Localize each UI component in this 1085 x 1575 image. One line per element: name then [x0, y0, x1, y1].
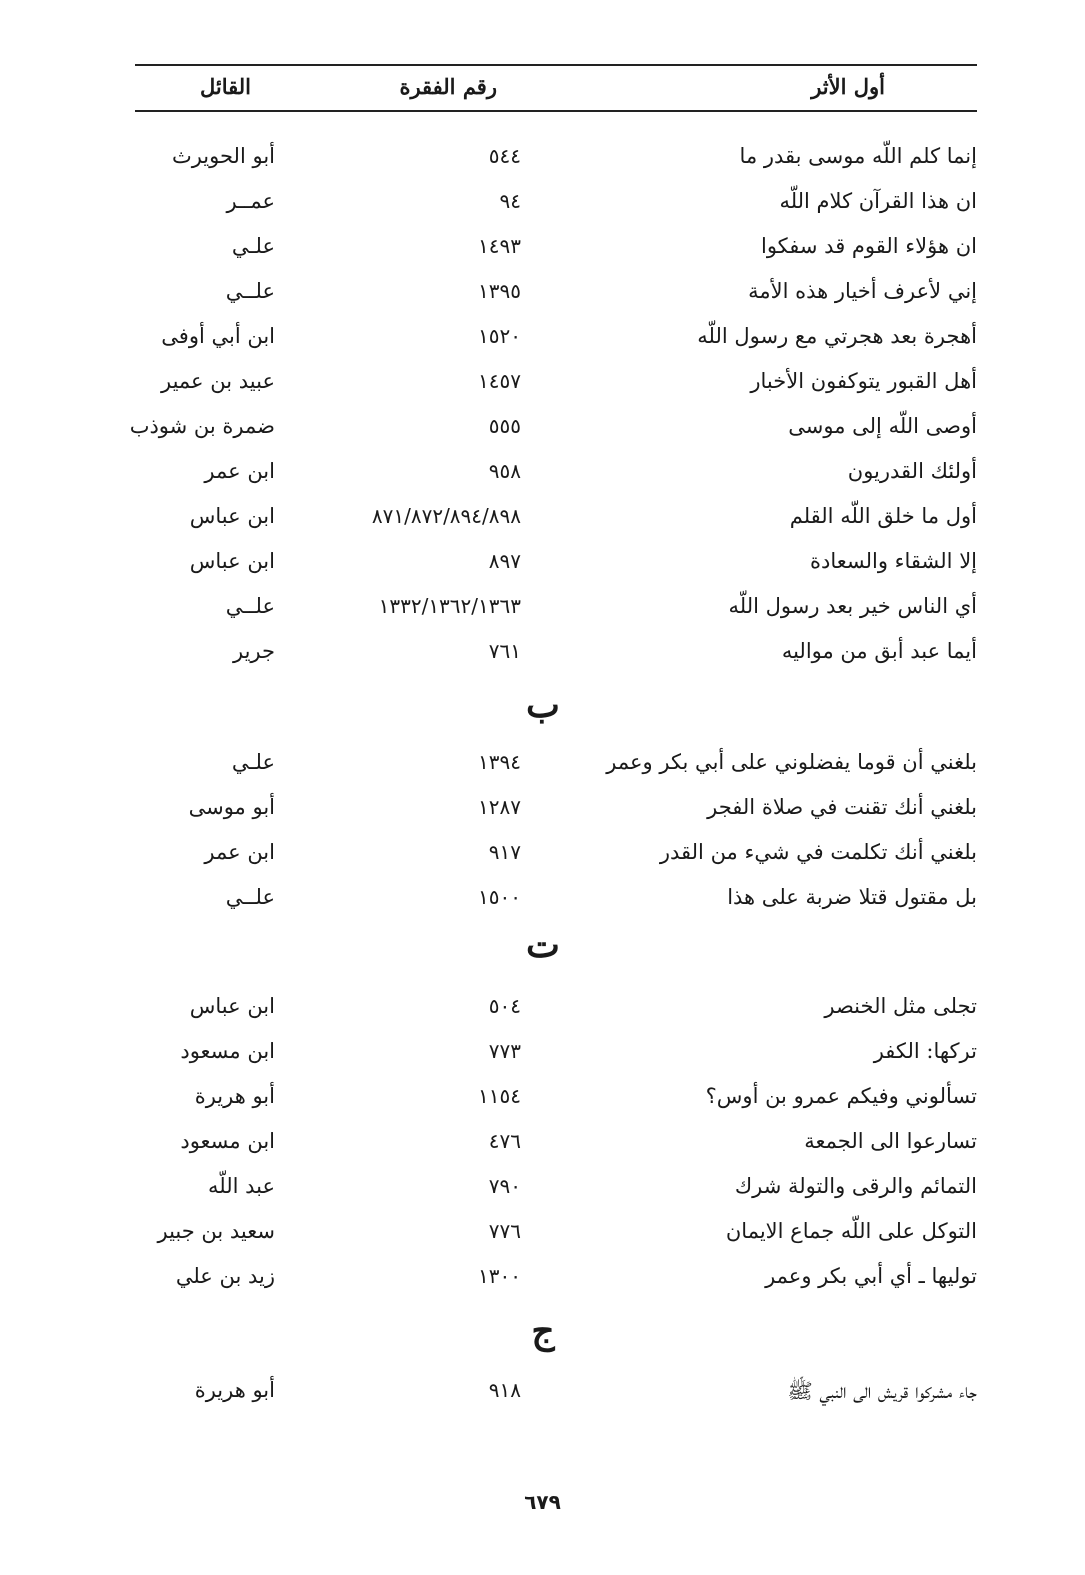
- list-item: [135, 586, 977, 631]
- header-first-text: أول الأثر: [811, 74, 885, 99]
- row-speaker: ابن عمر: [204, 459, 275, 483]
- row-text: أوصى اللّه إلى موسى: [788, 414, 977, 438]
- list-item: [135, 631, 977, 676]
- list-item: [135, 1256, 977, 1301]
- list-item: [135, 1166, 977, 1211]
- row-speaker: عبد اللّه: [207, 1174, 275, 1198]
- list-item: [135, 316, 977, 361]
- index-page: [129, 64, 977, 1484]
- list-item: [135, 1370, 977, 1415]
- row-text: إلا الشقاء والسعادة: [809, 549, 977, 573]
- row-text: تسارعوا الى الجمعة: [804, 1129, 977, 1153]
- row-text: إني لأعرف أخيار هذه الأمة: [748, 279, 977, 303]
- row-text: أهجرة بعد هجرتي مع رسول اللّه: [697, 324, 977, 348]
- section-letter-ta: ت: [526, 924, 560, 966]
- section-ta: [135, 986, 977, 1301]
- row-number: ٥٠٤: [488, 994, 521, 1018]
- row-text: ان هذا القرآن كلام اللّه: [779, 189, 977, 213]
- row-speaker: علـي: [231, 234, 275, 258]
- row-speaker: ضمرة بن شوذب: [129, 414, 275, 438]
- row-number: ٧٩٠: [488, 1174, 521, 1198]
- row-speaker: ابن عباس: [189, 549, 275, 573]
- row-text: أيما عبد أبق من مواليه: [781, 639, 977, 663]
- row-text: التوكل على اللّه جماع الايمان: [725, 1219, 977, 1243]
- row-text: تركها: الكفر: [873, 1039, 977, 1063]
- row-speaker: ابن عباس: [189, 504, 275, 528]
- list-item: [135, 1076, 977, 1121]
- row-number: ٥٤٤: [488, 144, 521, 168]
- row-number: ٥٥٥: [488, 414, 521, 438]
- page-number: ٦٧٩: [524, 1490, 561, 1514]
- row-speaker: علــي: [225, 594, 275, 618]
- list-item: [135, 271, 977, 316]
- row-speaker: علـي: [231, 750, 275, 774]
- row-number: ٩٤: [499, 189, 521, 213]
- section-letter-ba: ب: [526, 684, 560, 726]
- row-text: التمائم والرقى والتولة شرك: [734, 1174, 977, 1198]
- row-speaker: علــي: [225, 279, 275, 303]
- row-text: بلغني أن قوما يفضلوني على أبي بكر وعمر: [606, 750, 977, 774]
- row-speaker: ابن مسعود: [180, 1129, 275, 1153]
- row-number: ٧٧٣: [488, 1039, 521, 1063]
- list-item: [135, 787, 977, 832]
- row-text: إنما كلم اللّه موسى بقدر ما: [739, 144, 977, 168]
- row-speaker: ابن عباس: [189, 994, 275, 1018]
- list-item: [135, 226, 977, 271]
- row-number: ١٤٥٧: [478, 369, 521, 393]
- section-jim: [135, 1370, 977, 1415]
- row-number: ١٥٠٠: [478, 885, 521, 909]
- row-text: تجلى مثل الخنصر: [824, 994, 977, 1018]
- row-speaker: أبو الحويرث: [171, 144, 275, 168]
- header-speaker: القائل: [199, 74, 251, 99]
- table-header: [135, 68, 977, 108]
- row-number: ٩١٧: [488, 840, 521, 864]
- top-rule: [135, 64, 977, 66]
- row-speaker: عمــر: [226, 189, 275, 213]
- row-number: ١١٥٤: [478, 1084, 521, 1108]
- row-number: ١٤٩٣: [478, 234, 521, 258]
- row-speaker: أبو هريرة: [194, 1084, 275, 1108]
- section-alif: [129, 136, 977, 676]
- list-item: [135, 496, 977, 541]
- section-ba: [135, 742, 977, 922]
- row-text: أي الناس خير بعد رسول اللّه: [728, 594, 977, 618]
- row-text: أهل القبور يتوكفون الأخبار: [750, 369, 977, 393]
- header-paragraph-number: رقم الفقرة: [399, 74, 497, 99]
- row-text: ان هؤلاء القوم قد سفكوا: [761, 234, 977, 258]
- list-item: [135, 181, 977, 226]
- row-number: ٩٥٨: [488, 459, 521, 483]
- row-text: بلغني أنك تكلمت في شيء من القدر: [659, 840, 977, 864]
- row-number: ٨٧١/٨٧٢/٨٩٤/٨٩٨: [371, 504, 521, 528]
- list-item: [135, 136, 977, 181]
- row-speaker: ابن أبي أوفى: [161, 324, 275, 348]
- row-text: بل مقتول قتلا ضربة على هذا: [727, 885, 977, 909]
- list-item: [135, 742, 977, 787]
- row-number: ١٥٢٠: [478, 324, 521, 348]
- row-speaker: أبو موسى: [188, 795, 275, 819]
- list-item: [135, 986, 977, 1031]
- row-speaker: سعيد بن جبير: [157, 1219, 275, 1243]
- list-item: [135, 1121, 977, 1166]
- list-item: [135, 877, 977, 922]
- row-text: تسألوني وفيكم عمرو بن أوس؟: [705, 1084, 977, 1108]
- row-speaker: عبيد بن عمير: [160, 369, 275, 393]
- row-speaker: ابن عمر: [204, 840, 275, 864]
- row-number: ٧٧٦: [488, 1219, 521, 1243]
- list-item: [135, 451, 977, 496]
- row-number: ١٣٣٢/١٣٦٢/١٣٦٣: [378, 594, 521, 618]
- row-number: ٨٩٧: [488, 549, 521, 573]
- row-number: ١٣٠٠: [478, 1264, 521, 1288]
- row-text: أولئك القدريون: [847, 459, 977, 483]
- list-item: [135, 1031, 977, 1076]
- row-speaker: ابن مسعود: [180, 1039, 275, 1063]
- row-speaker: زيد بن علي: [175, 1264, 275, 1288]
- row-text: توليها ـ أي أبي بكر وعمر: [765, 1264, 977, 1288]
- row-number: ١٣٩٤: [478, 750, 521, 774]
- row-number: ٩١٨: [488, 1378, 521, 1402]
- row-text: أول ما خلق اللّه القلم: [789, 504, 977, 528]
- row-text: جاء مشركوا قريش الى النبي ﷺ: [787, 1379, 977, 1403]
- header-rule: [135, 110, 977, 112]
- list-item: [135, 1211, 977, 1256]
- row-number: ١٣٩٥: [478, 279, 521, 303]
- row-speaker: جرير: [233, 639, 275, 663]
- list-item: [135, 361, 977, 406]
- row-number: ١٢٨٧: [478, 795, 521, 819]
- row-number: ٧٦١: [488, 639, 521, 663]
- row-number: ٤٧٦: [488, 1129, 521, 1153]
- section-letter-jim: ج: [531, 1310, 555, 1352]
- list-item: [135, 541, 977, 586]
- list-item: [129, 406, 977, 451]
- row-speaker: أبو هريرة: [194, 1378, 275, 1402]
- row-speaker: علــي: [225, 885, 275, 909]
- list-item: [135, 832, 977, 877]
- row-text: بلغني أنك تقنت في صلاة الفجر: [707, 795, 977, 819]
